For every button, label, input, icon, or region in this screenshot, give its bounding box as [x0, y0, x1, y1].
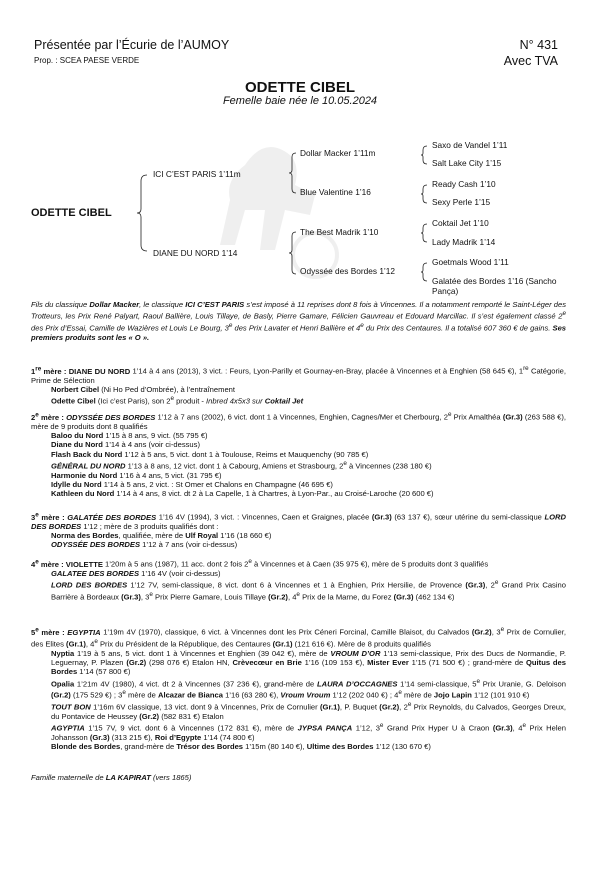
horse-name: ODETTE CIBEL [244, 79, 355, 96]
produce-line: GÉNÉRAL DU NORD 1’13 à 8 ans, 12 vict. dont 1 à Cabourg, Amiens et Strasbourg, 2e à Vincennes (238 180 €) [51, 460, 432, 471]
produce-line: Norbert Cibel (Ni Ho Ped d’Ombrée), à l’entraînement [51, 385, 236, 395]
pedigree-gg-8: Galatée des Bordes 1’16 (Sancho Pança) [432, 276, 557, 296]
fifth-dam-produce [31, 649, 566, 752]
first-dam-section [31, 364, 566, 406]
lot-number: N° 431 [519, 38, 558, 52]
pedigree-sire: ICI C’EST PARIS 1’11m [153, 169, 241, 179]
produce-line: Odette Cibel (Ici c’est Paris), son 2e produit - Inbred 4x5x3 sur Coktail Jet [51, 395, 304, 406]
sire-intro: Fils du classique Dollar Macker, le classique ICI C’EST PARIS s’est imposé à 11 reprises dont 8 fois à Vincennes. Il a notamment remporté le Saint-Léger des Trotteurs, les Prix René Palyart, Raoul Ballière, Louis Tillaye, de Basly, Pierre Gamare, Félicien Gauvreau et Edouard Marcillac. Il s’est également classé 2e des Prix d’Essai, Camille de Wazières et Louis Le Bourg, 3e des Prix Lavater et Henri Ballière et 4e du Prix des Centaures. Il a totalisé 607 360 € de gains. Ses premiers produits sont les « O ». [31, 300, 567, 342]
pedigree-dam-dam: Odyssée des Bordes 1’12 [300, 266, 396, 276]
fourth-dam-section [31, 557, 566, 602]
owner: Prop. : SCEA PAESE VERDE [34, 56, 140, 65]
produce-line: Idylle du Nord 1’14 à 5 ans, 2 vict. : St Omer et Chalons en Champagne (46 695 €) [51, 480, 333, 490]
tax-status: Avec TVA [503, 54, 558, 68]
second-dam-section [31, 410, 566, 499]
horse-description: Femelle baie née le 10.05.2024 [222, 95, 378, 107]
produce-line: Norma des Bordes, qualifiée, mère de Ulf Royal 1’16 (18 660 €) [51, 531, 272, 541]
fourth-dam-produce [31, 569, 566, 602]
pedigree-gg-5: Coktail Jet 1’10 [432, 218, 489, 228]
produce-line: Opalia 1’21m 4V (1980), 4 vict. dt 2 à Vincennes (37 236 €), grand-mère de LAURA D’OCCAGNES 1’14 semi-classique, 5e Prix Uranie, G. Deloison (Gr.2) (175 529 €) ; 3e mère de Alcazar de Bianca 1’16 (63 280 €), Vroum Vroum 1’12 (202 040 €) ; 4e mère de Jojo Lapin 1’12 (101 910 €) [51, 677, 566, 700]
produce-line: Harmonie du Nord 1’16 à 4 ans, 5 vict. (31 795 €) [51, 470, 222, 480]
third-dam-produce [31, 531, 566, 550]
fifth-dam-section [31, 625, 566, 752]
pedigree-sire-dam: Blue Valentine 1’16 [300, 187, 371, 197]
pedigree-gg-6: Lady Madrik 1’14 [432, 237, 496, 247]
produce-line: TOUT BON 1’16m 6V classique, 13 vict. dont 9 à Vincennes, Prix de Cornulier (Gr.1), P. Buquet (Gr.2), 2e Prix Reynolds, du Calvados, Georges Dreux, du Pontavice de Heussey (Gr.2) (582 831 €) Etalon [51, 701, 567, 722]
fifth-dam-head: 5e mère : EGYPTIA 1’19m 4V (1970), classique, 6 vict. à Vincennes dont les Prix Céneri Forcinal, Camille Blaisot, du Calvados (Gr.2), 3e Prix de Cornulier, des Elites (Gr.1), 4e Prix du Président de la République, des Centaures (Gr.1) (121 616 €). Mère de 8 produits qualifiés [31, 626, 566, 649]
pedigree-gg-3: Ready Cash 1’10 [432, 179, 496, 189]
pedigree-gg-7: Goetmals Wood 1’11 [432, 257, 509, 267]
first-dam-head: 1re mère : DIANE DU NORD 1’14 à 4 ans (2013), 3 vict. : Feurs, Lyon-Parilly et Gournay-en-Bray, placée à Vincennes et à Enghien (58 645 €), 1re Catégorie, Prime de Sélection [31, 365, 567, 385]
maternal-family: Famille maternelle de LA KAPIRAT (vers 1865) [31, 773, 192, 782]
produce-line: Kathleen du Nord 1’14 à 4 ans, 8 vict. dt 2 à La Capelle, 1 à Chartres, à Lyon-Par., au Croisé-Laroche (20 600 €) [51, 489, 434, 499]
produce-line: Nyptia 1’19 à 5 ans, 5 vict. dont 1 à Vincennes et Enghien (39 042 €), mère de VROUM D’OR 1’13 semi-classique, Prix des Ducs de Normandie, P. Leguernay, P. Plazen (Gr.2) (298 076 €) Etalon HN, Crèvecœur en Brie 1’16 (109 153 €), Mister Ever 1’15 (71 500 €) ; grand-mère de Quitus des Bordes 1’14 (57 800 €) [51, 648, 566, 677]
pedigree-gg-1: Saxo de Vandel 1’11 [432, 140, 508, 150]
presenter: Présentée par l’Écurie de l’AUMOY [34, 38, 230, 52]
second-dam-produce [31, 431, 566, 499]
pedigree-dam: DIANE DU NORD 1’14 [153, 248, 238, 258]
produce-line: LORD DES BORDES 1’12 7V, semi-classique, 8 vict. dont 6 à Vincennes et 1 à Enghien, Prix Hersilie, de Provence (Gr.3), 2e Grand Prix Casino Barrière à Bordeaux (Gr.3), 3e Prix Pierre Gamare, Louis Tillaye (Gr.2), 4e Prix de la Marne, du Forez (Gr.3) (462 134 €) [51, 579, 566, 602]
pedigree-sire-sire: Dollar Macker 1’11m [300, 148, 376, 158]
third-dam-head: 3e mère : GALATÉE DES BORDES 1’16 4V (1994), 3 vict. : Vincennes, Caen et Graignes, placée (Gr.3) (63 137 €), sœur utérine du semi-classique LORD DES BORDES 1’12 ; mère de 3 produits qualifiés dont : [31, 511, 566, 531]
produce-line: Blonde des Bordes, grand-mère de Trésor des Bordes 1’15m (80 140 €), Ultime des Bordes 1’12 (130 670 €) [51, 742, 431, 752]
produce-line: AGYPTIA 1’15 7V, 9 vict. dont 6 à Vincennes (172 831 €), mère de JYPSA PANÇA 1’12, 3e Grand Prix Hyper U à Craon (Gr.3), 4e Prix Helen Johansson (Gr.3) (313 215 €), Roi d’Egypte 1’14 (74 800 €) [51, 722, 566, 743]
pedigree-dam-sire: The Best Madrik 1’10 [300, 227, 379, 237]
produce-line: GALATEE DES BORDES 1’16 4V (voir ci-dessus) [51, 568, 221, 578]
produce-line: Flash Back du Nord 1’12 à 5 ans, 5 vict. dont 1 à Toulouse, Reims et Mauquenchy (90 785 €) [51, 449, 369, 459]
pedigree-gg-2: Salt Lake City 1’15 [432, 158, 502, 168]
pedigree-subject: ODETTE CIBEL [31, 207, 112, 219]
second-dam-head: 2e mère : ODYSSÉE DES BORDES 1’12 à 7 ans (2002), 6 vict. dont 1 à Vincennes, Enghien, Cagnes/Mer et Cherbourg, 2e Prix Amalthéa (Gr.3) (263 588 €), mère de 9 produits dont 8 qualifiés [31, 411, 567, 431]
pedigree-gg-4: Sexy Perle 1’15 [432, 197, 491, 207]
fourth-dam-head: 4e mère : VIOLETTE 1’20m à 5 ans (1987), 11 acc. dont 2 fois 2e à Vincennes et à Caen (35 975 €), mère de 5 produits dont 3 qualifiés [31, 558, 489, 569]
produce-line: Baloo du Nord 1’15 à 8 ans, 9 vict. (55 795 €) [51, 431, 208, 441]
produce-line: ODYSSÉE DES BORDES 1’12 à 7 ans (voir ci-dessus) [51, 540, 238, 550]
first-dam-produce [31, 385, 566, 406]
produce-line: Diane du Nord 1’14 à 4 ans (voir ci-dessus) [51, 440, 200, 450]
third-dam-section [31, 510, 566, 550]
